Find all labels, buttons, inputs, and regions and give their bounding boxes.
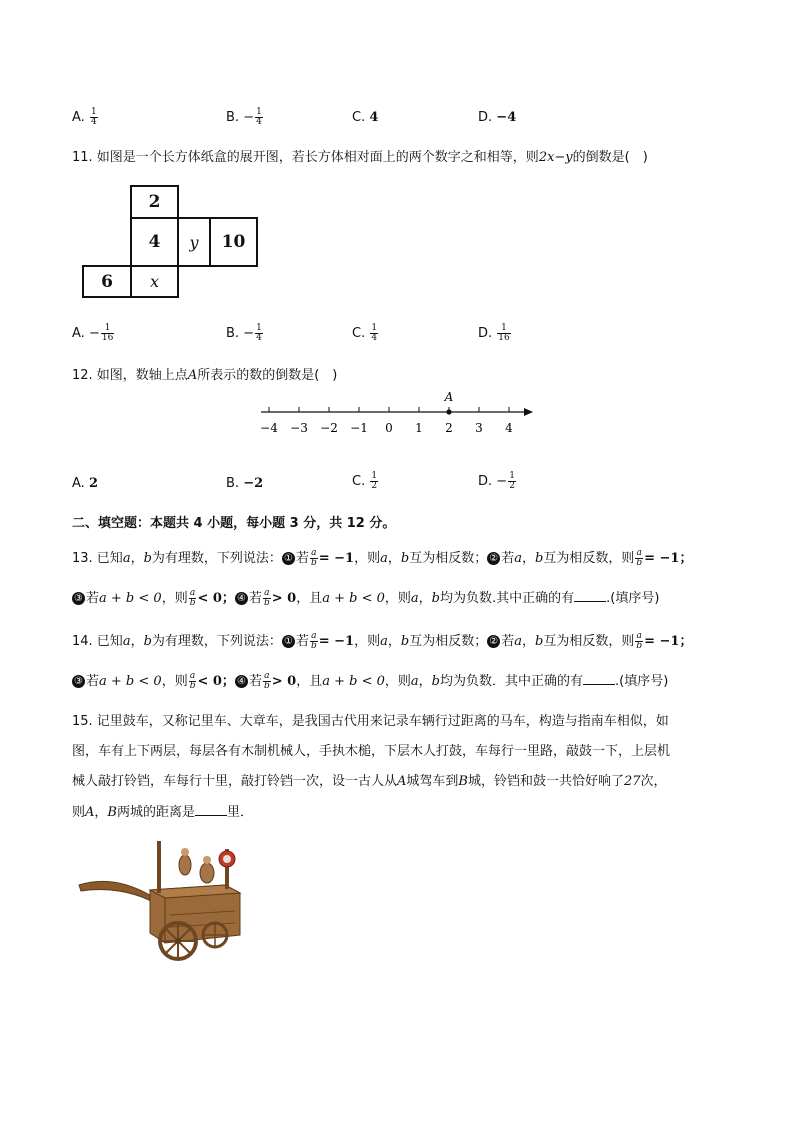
net-face-right: 10	[209, 217, 258, 267]
tick-label: 1	[415, 421, 423, 435]
tick-label: 3	[475, 421, 483, 435]
wheel-icon	[203, 923, 227, 947]
q11-option-d: D. $\frac{1}{16}$	[478, 323, 510, 343]
q15-line2: 图，车有上下两层，每层各有木制机械人，手执木槌，下层木人打鼓，车每行一里路，敲鼓一下，上层机	[72, 744, 671, 759]
q10-option-a: A. $\frac{1}{4}$	[72, 107, 97, 127]
net-face-x: x	[130, 265, 179, 298]
q11-option-a: A. − $\frac{1}{16}$	[72, 323, 114, 343]
q10-option-b: B. − $\frac{1}{4}$	[226, 107, 262, 127]
net-face-middle: 4	[130, 217, 179, 267]
tick-label: −1	[350, 421, 368, 435]
q12-option-d: D. − $\frac{1}{2}$	[478, 471, 515, 491]
q12-option-a: A. 2	[72, 476, 98, 491]
net-face-y: y	[177, 217, 211, 267]
answer-blank-13[interactable]	[574, 590, 606, 602]
tick-label: −4	[260, 421, 278, 435]
q10-option-c: C. 4	[352, 110, 379, 125]
wheel-icon	[160, 923, 196, 959]
tick-label: 0	[385, 421, 393, 435]
answer-blank-15[interactable]	[195, 804, 227, 816]
q15-line3: 械人敲打铃铛，车每行十里，敲打铃铛一次，设一古人从A城驾车到B城，铃铛和鼓一共恰好响了27次，	[72, 774, 667, 789]
q11-stem: 11. 如图是一个长方体纸盒的展开图，若长方体相对面上的两个数字之和相等，则2x−y的倒数是( )	[72, 150, 648, 165]
point-a-label: A	[444, 390, 454, 404]
point-a-marker	[446, 409, 451, 414]
q11-option-b: B. − $\frac{1}{4}$	[226, 323, 262, 343]
q11-option-c: C. $\frac{1}{4}$	[352, 323, 378, 343]
q10-option-d: D. −4	[478, 110, 517, 125]
q13-line1: 13. 已知a，b为有理数，下列说法： ① 若 $\frac{a}{b}$ = −1，则a，b互为相反数； ② 若a，b互为相反数，则 $\frac{a}{b}$ = −1；	[72, 548, 693, 568]
q12-stem: 12. 如图，数轴上点A所表示的数的倒数是( )	[72, 368, 338, 383]
q14-line1: 14. 已知a，b为有理数，下列说法： ① 若 $\frac{a}{b}$ = −1，则a，b互为相反数； ② 若a，b互为相反数，则 $\frac{a}{b}$ = −1；	[72, 631, 693, 651]
tick-label: −2	[320, 421, 338, 435]
q12-option-c: C. $\frac{1}{2}$	[352, 471, 378, 491]
net-face-left: 6	[82, 265, 132, 298]
number-line	[255, 386, 545, 438]
tick-label: 2	[445, 421, 453, 435]
q15-line1: 15. 记里鼓车，又称记里车、大章车，是我国古代用来记录车辆行过距离的马车，构造与指南车相似，如	[72, 714, 669, 729]
q12-option-b: B. −2	[226, 476, 264, 491]
q15-line4: 则A，B两城的距离是 里．	[72, 805, 254, 820]
tick-label: 4	[505, 421, 513, 435]
number-line-arrow-icon	[524, 408, 533, 416]
drum-cart-illustration	[75, 835, 255, 965]
answer-blank-14[interactable]	[583, 673, 615, 685]
net-face-top: 2	[130, 185, 179, 219]
q14-line2: ③ 若a + b < 0，则 $\frac{a}{b}$ < 0； ④ 若 $\frac{a}{b}$ > 0，且a + b < 0，则a，b均为负数．其中正确的有 .(填序号)	[72, 670, 668, 691]
section-heading: 二、填空题：本题共 4 小题，每小题 3 分，共 12 分。	[72, 516, 396, 531]
tick-label: −3	[290, 421, 308, 435]
q13-line2: ③ 若a + b < 0，则 $\frac{a}{b}$ < 0； ④ 若 $\frac{a}{b}$ > 0，且a + b < 0，则a，b均为负数.其中正确的有 .(填序号)	[72, 587, 659, 608]
